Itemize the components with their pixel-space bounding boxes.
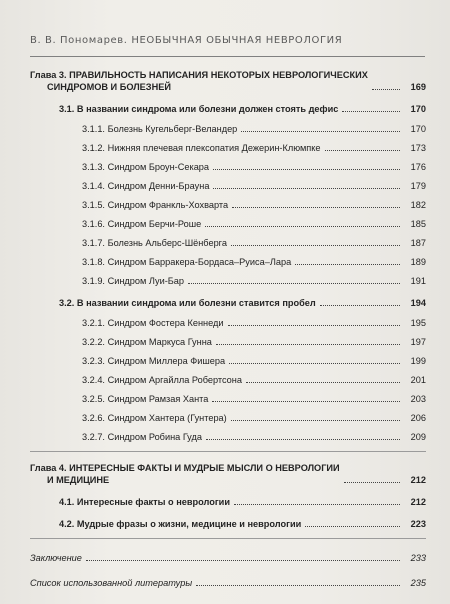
leader-dots xyxy=(320,305,400,306)
section-3-1-page: 170 xyxy=(410,104,426,114)
toc-item-3-2-1: 3.2.1. Синдром Фостера Кеннеди 195 xyxy=(82,318,426,328)
table-of-contents xyxy=(30,69,426,589)
toc-item-3-1-6: 3.1.6. Синдром Берчи-Роше 185 xyxy=(82,219,426,229)
chapter-4-title-line1: Глава 4. ИНТЕРЕСНЫЕ ФАКТЫ И МУДРЫЕ МЫСЛИ О НЕВРОЛОГИИ xyxy=(30,463,340,473)
toc-item-3-1-8: 3.1.8. Синдром Барракера-Бордаса–Руиса–Лара 189 xyxy=(82,257,426,267)
section-3-2-title: 3.2. В названии синдрома или болезни ставится пробел xyxy=(59,298,316,308)
toc-chapter-4 xyxy=(30,462,426,486)
chapter-3-page: 169 xyxy=(410,82,426,92)
chapter-3-title-line2: СИНДРОМОВ И БОЛЕЗНЕЙ xyxy=(47,82,171,92)
leader-dots xyxy=(344,482,400,483)
header-rule xyxy=(30,56,425,57)
toc-item-3-2-6: 3.2.6. Синдром Хантера (Гунтера) 206 xyxy=(82,413,426,423)
toc-item-3-2-3: 3.2.3. Синдром Миллера Фишера 199 xyxy=(82,356,426,366)
toc-section-3-1 xyxy=(30,103,426,115)
toc-item-3-1-3: 3.1.3. Синдром Броун-Секара 176 xyxy=(82,162,426,172)
toc-item-3-1-9: 3.1.9. Синдром Луи-Бар 191 xyxy=(82,276,426,286)
chapter-3-title-line1: Глава 3. ПРАВИЛЬНОСТЬ НАПИСАНИЯ НЕКОТОРЫХ НЕВРОЛОГИЧЕСКИХ xyxy=(30,70,368,80)
toc-references: Список использованной литературы 235 xyxy=(30,578,426,588)
running-head: В. В. Пономарев. НЕОБЫЧНАЯ ОБЫЧНАЯ НЕВРОЛОГИЯ xyxy=(30,35,343,46)
toc-chapter-3 xyxy=(30,69,426,93)
toc-item-3-2-5: 3.2.5. Синдром Рамзая Ханта 203 xyxy=(82,394,426,404)
toc-section-3-2 xyxy=(30,297,426,309)
toc-item-3-1-4: 3.1.4. Синдром Денни-Брауна 179 xyxy=(82,181,426,191)
leader-dots xyxy=(372,89,400,90)
chapter-divider xyxy=(30,451,426,452)
toc-item-3-2-4: 3.2.4. Синдром Аргайлла Робертсона 201 xyxy=(82,375,426,385)
toc-item-3-2-7: 3.2.7. Синдром Робина Гуда 209 xyxy=(82,432,426,442)
toc-conclusion: Заключение 233 xyxy=(30,553,426,563)
leader-dots xyxy=(342,111,400,112)
section-divider xyxy=(30,538,426,539)
toc-section-4-1: 4.1. Интересные факты о неврологии 212 xyxy=(59,497,426,507)
chapter-4-title-line2: И МЕДИЦИНЕ xyxy=(47,475,110,485)
section-3-2-page: 194 xyxy=(410,298,426,308)
toc-item-3-2-2: 3.2.2. Синдром Маркуса Гунна 197 xyxy=(82,337,426,347)
toc-section-4-2: 4.2. Мудрые фразы о жизни, медицине и неврологии 223 xyxy=(59,519,426,529)
toc-item-3-1-5: 3.1.5. Синдром Франкль-Хохварта 182 xyxy=(82,200,426,210)
toc-item-3-1-7: 3.1.7. Болезнь Альберс-Шёнберга 187 xyxy=(82,238,426,248)
toc-item-3-1-2: 3.1.2. Нижняя плечевая плексопатия Дежерин-Клюмпке 173 xyxy=(82,143,426,153)
section-3-1-title: 3.1. В названии синдрома или болезни должен стоять дефис xyxy=(59,104,339,114)
toc-item-3-1-1: 3.1.1. Болезнь Кугельберг-Веландер 170 xyxy=(82,124,426,134)
chapter-4-page: 212 xyxy=(410,475,426,485)
